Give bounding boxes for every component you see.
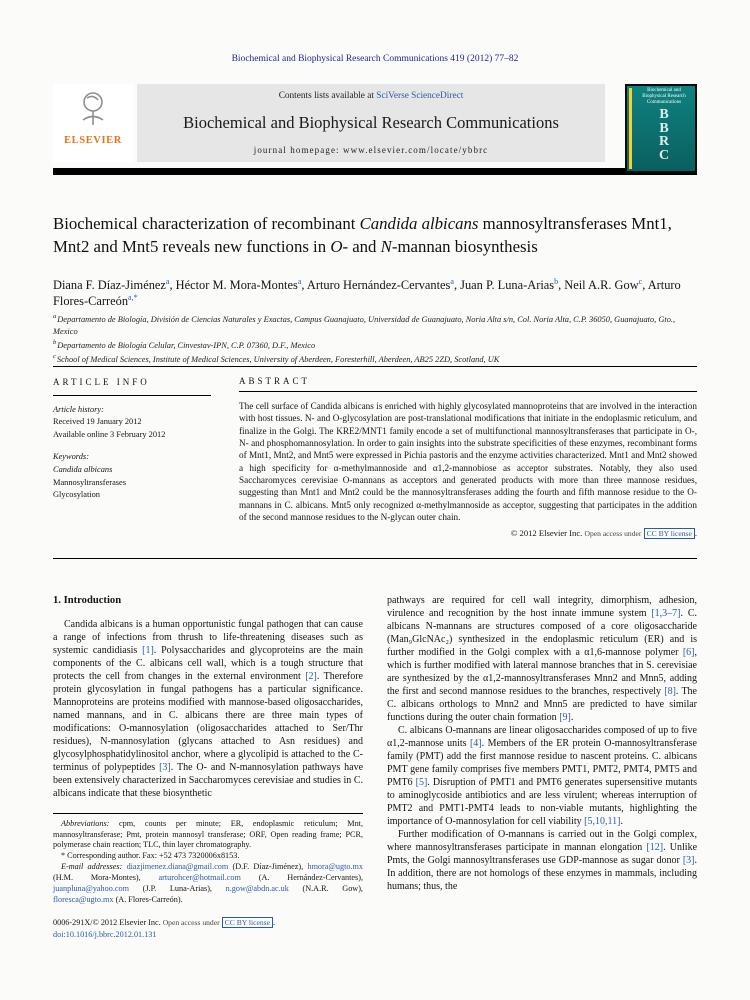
title-text: - and [342,237,381,257]
cc-by-license-link[interactable]: CC BY license [644,528,695,539]
journal-homepage-link[interactable]: journal homepage: www.elsevier.com/locate/ybbrc [253,145,489,155]
open-access-text: Open access under [584,529,642,539]
citation-ref[interactable]: [8] [664,686,676,697]
email-addresses: E-mail addresses: diazjimenez.diana@gmail.com (D.F. Díaz-Jiménez), hmora@ugto.mx (H.M. Mora-Montes), arturohcer@hotmail.com (A. Hernández-Cervantes), juanpluna@yahoo.com (J.P. Luna-Arias), n.gow@abdn.ac.uk (N.A.R. Gow), floresca@ugto.mx (A. Flores-Carreón). [53,862,363,904]
open-access-text: Open access under [162,918,220,928]
abstract-section [239,376,697,548]
author-affiliation-mark: a [450,277,454,286]
title-italic: O [330,237,343,257]
emails-label: E-mail addresses: [61,862,127,872]
body-left-column [53,594,363,941]
author-affiliation-mark: c [638,277,643,286]
email-link[interactable]: floresca@ugto.mx [53,894,114,904]
intro-heading: 1. Introduction [53,595,122,606]
author-affiliation-mark: a [165,277,170,286]
body-paragraph: Candida albicans is a human opportunistic fungal pathogen that can cause a range of infections from thrush to life-threatening diseases such as systemic candidiasis [1]. Polysaccharides and glycoproteins are the main components of the C. albicans cell wall, which is a tough structure that protects the cell from changes in the external environment [2]. Therefore protein glycosylation in fungal pathogens has a particular significance. Mannoproteins are proteins modified with mannose-based oligosaccharides, named mannans, and in C. albicans there are three main types of modifications: O-mannosylation (oligosaccharides attached to Ser/Thr residues), N-mannosylation (glycans attached to Asn residues) and glycosylphosphatidylinositol anchor, where a glycolipid is attached to the C-terminus of polypeptides [3]. The O- and N-mannosylation pathways have been extensively characterized in Saccharomyces cerevisiae and studies in C. albicans indicate that these biosynthetic [53,618,364,799]
abstract-text: The cell surface of Candida albicans is enriched with highly glycosylated mannoproteins that are involved in the interaction with host tissues. N- and O-glycosylation are post-translational modifications that initiate in the endoplasmic reticulum, and finalize in the Golgi. The KRE2/MNT1 family encode a set of multifunctional mannosyltransferases that participate in O-, N- and phosphomannosylation. In order to gain insights into the substrate specificities of these enzymes, recombinant forms of Mnt1, Mnt2, and Mnt5 were expressed in Pichia pastoris and the enzyme activities characterized. Mnt1 and Mnt2 showed a high specificity for α-methylmannoside and α1,2-mannobiose as acceptor substrates. Notably, they also used Saccharomyces cerevisiae O-mannans as acceptors and generated products with more than three mannose residues, suggesting than Mnt1 and Mnt2 could be the mannosyltransferases adding the fourth and fifth mannose residue to the O-mannans in C. albicans. Mnt5 only recognized α-methylmannoside as acceptor, suggesting that participates in the addition of the second mannose residues to the N-glycan outer chain. [239,401,697,522]
author-name: Arturo Hernández-Cervantes$^a$, [306,277,461,293]
author-name: Diana F. Díaz-Jiménez$^a$, [53,277,176,293]
journal-name: Biochemical and Biophysical Research Communications [183,113,559,132]
citation-ref[interactable]: [3] [682,855,695,866]
abstract-copyright: © 2012 Elsevier Inc. Open access under CC BY license . [510,528,697,539]
article-info-section [53,376,211,548]
author-name: Héctor M. Mora-Montes$^a$, [175,277,307,293]
journal-cover[interactable] [625,84,697,173]
title-italic: N [380,237,392,257]
citation-ref[interactable]: [1,3–7] [651,608,681,619]
author-affiliation-mark: a,* [128,293,138,303]
keyword-item: Glycosylation [53,490,100,500]
contents-prefix: Contents lists available at [278,91,377,101]
authors-line [53,277,697,310]
masthead [53,84,697,162]
info-abstract-section [53,366,697,559]
copyright-text: © 2012 Elsevier Inc. [510,528,583,539]
cover-letter: R [658,134,670,149]
email-link[interactable]: diazjimenez.diana@gmail.com [126,862,229,872]
cc-by-license-link[interactable]: CC BY license [222,917,273,928]
affiliation-item: $^b$Departamento de Biología Celular, Cinvestav-IPN, C.P. 07360, D.F., Mexico [53,339,316,350]
article-title [53,212,697,258]
body-paragraph: C. albicans O-mannans are linear oligosaccharides composed of up to five α1,2-mannose units [4]. Members of the ER protein O-mannosyltransferase family (PMT) add the first mannose residue to nascent proteins. C. albicans PMT gene family comprises five members PMT1, PMT2, PMT4, PMT5 and PMT6 [5]. Disruption of PMT1 and PMT6 generates supersensitive mutants to aminoglycoside antibiotics and are less virulent; whereas interruption of PMT2 and PMT1-PMT4 leads to non-viable mutants, highlighting the importance of O-mannosylation for cell viability [5,10,11]. [387,725,697,827]
title-italic: Candida albicans [359,214,479,233]
body-right-column [387,594,697,893]
body-paragraph: Further modification of O-mannans is carried out in the Golgi complex, where mannosyltransferases participate in mannan elongation [12]. Unlike Pmts, the Golgi mannosyltransferases use GDP-mannose as sugar donor [3]. In addition, there are not homologs of these enzymes in mammals, including humans; thus, the [387,829,698,892]
article-history-label: Article history: [53,404,104,414]
body-paragraph: pathways are required for cell wall integrity, dimorphism, adhesion, virulence and recognition by the host innate immune system [1,3–7]. C. albicans N-mannans are structures composed of a core oligosaccharide (Man₉GlcNAc₂) synthesized in the endoplasmic reticulum (ER) and is further modified in the Golgi complex with a α1,6-mannose polymer [6], which is further modified with lateral mannose branches that in S. cerevisiae are synthesized by the α1,2-mannosyltransferases Mnn2 and Mnn5, adding the first and second mannose residues to the branches, respectively [8]. The C. albicans orthologs to Mnn2 and Mnn5 are predicted to have similar functions during the outer chain formation [9]. [387,595,697,723]
footnote [53,813,363,906]
elsevier-logo[interactable] [53,84,133,162]
contents-line [141,91,601,101]
title-text: Biochemical characterization of recombinant [53,214,360,233]
abstract-heading: ABSTRACT [239,376,697,392]
citation-ref[interactable]: [2] [305,670,317,682]
doi-link[interactable]: doi:10.1016/j.bbrc.2012.01.131 [53,930,157,940]
author-name: Arturo Flores-Carreón$^{a,*}$ [53,278,681,309]
cover-letter: C [658,147,670,163]
title-text: -mannan biosynthesis [391,237,538,257]
publication-ids [53,917,363,940]
keyword-item: Candida albicans [53,464,113,474]
cover-title: Biochemical and Biophysical Research Communications [642,88,686,105]
citation-ref[interactable]: [1] [142,644,154,656]
affiliation-item: $^a$Departamento de Biología, División de Ciencias Naturales y Exactas, Campus Guanajuato, Universidad de Guanajuato, Noria Alta s/n, Col. Noria Alta, C.P. 36050, Guanajuato, Gto., Mexico [53,313,676,336]
section-end-rule [53,558,697,559]
cover-letter: B [659,120,669,136]
keyword-item: Mannosyltransferases [53,477,127,487]
abbreviations-label: Abbreviations: [61,818,110,828]
journal-reference: Biochemical and Biophysical Research Communications 419 (2012) 77–82 [231,54,519,64]
author-affiliation-mark: b [554,277,559,286]
elsevier-wordmark: ELSEVIER [64,135,122,146]
cover-letters [635,108,693,162]
corresponding-author-note: * Corresponding author. Fax: +52 473 7320006x8153. [61,851,240,861]
citation-ref[interactable]: [5] [415,777,428,788]
article-info-heading: ARTICLE INFO [53,376,211,396]
citation-ref[interactable]: [4] [469,738,482,749]
masthead-banner [137,84,605,162]
elsevier-tree-icon [71,116,115,133]
citation-ref[interactable]: [6] [682,647,695,658]
email-link[interactable]: n.gow@abdn.ac.uk [225,883,289,893]
issn-line: 0006-291X/© 2012 Elsevier Inc. Open access under CC BY license . [53,918,275,928]
citation-ref[interactable]: [12] [646,842,664,853]
email-link[interactable]: juanpluna@yahoo.com [53,883,129,893]
author-name: Juan P. Luna-Arias$^b$, [460,277,565,293]
email-link[interactable]: hmora@ugto.mx [307,862,363,872]
history-item: Available online 3 February 2012 [53,429,166,439]
keywords-label: Keywords: [53,452,89,462]
divider-bar [53,168,697,175]
author-name: Neil A.R. Gow$^c$, [564,277,648,293]
author-affiliation-mark: a [297,277,302,286]
citation-ref[interactable]: [9] [559,712,571,723]
citation-ref[interactable]: [3] [159,761,171,773]
affiliations [53,312,697,366]
history-item: Received 19 January 2012 [53,417,142,427]
title-text: mannosyltransferases Mnt1, Mnt2 and Mnt5 reveals new functions in [53,214,672,257]
citation-ref[interactable]: [5,10,11] [584,816,621,827]
affiliation-item: $^c$School of Medical Sciences, Institute of Medical Sciences, University of Aberdeen, Foresterhill, Aberdeen, AB25 2ZD, Scotland, UK [53,353,500,364]
cover-yellow-strip [629,88,632,169]
abbreviations-text: Abbreviations: cpm, counts per minute; ER, endoplasmic reticulum; Mnt, mannosyltransferase; Pmt, protein mannosyl transferase; ORF, Open reading frame; PCR, polymerase chain reaction; TLC, thin layer chromatography. [53,818,363,850]
email-link[interactable]: arturohcer@hotmail.com [158,872,241,882]
cover-letter: B [659,107,669,122]
sciencedirect-link[interactable]: SciVerse ScienceDirect [376,91,464,101]
